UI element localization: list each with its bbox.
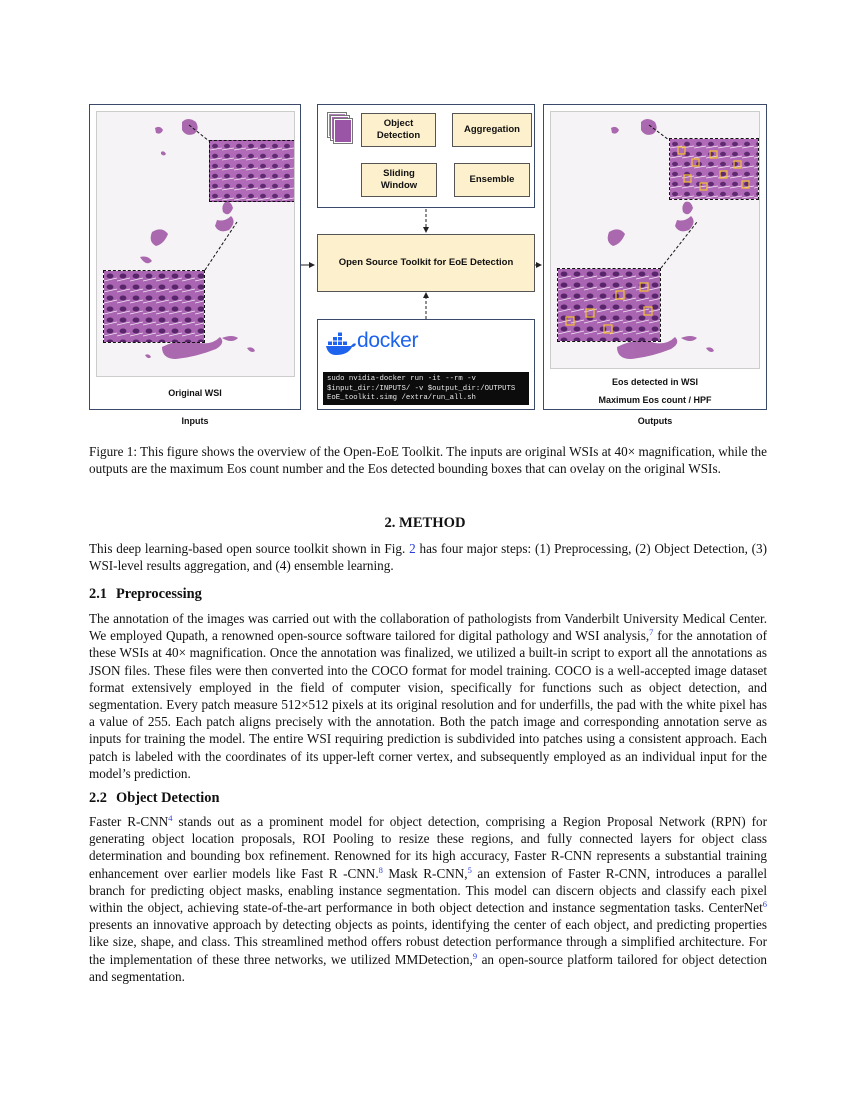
subsection-heading-preprocessing: [89, 586, 202, 603]
od-text-6: an open-source platform tailored for object detection and segmentation.: [89, 951, 768, 984]
detected-wsi-image: [550, 111, 760, 369]
ensemble-box: Ensemble: [454, 163, 530, 197]
sliding-window-box: [361, 163, 437, 197]
citation-link[interactable]: 5: [467, 864, 472, 875]
original-wsi-label: Original WSI: [168, 388, 222, 398]
od-text-5: presents an innovative approach by detecting objects as points, identifying the center of each object, and predicting properties like size, shape, and class. This streamlined method offers robust detection performance through a simplified architecture. For the implementation of these three networks, we utilized MMDetection,: [89, 917, 767, 967]
citation-link[interactable]: 6: [762, 899, 767, 910]
subsection-number: 2.2: [89, 790, 107, 806]
docker-command-terminal: [323, 372, 529, 405]
aggregation-box: Aggregation: [452, 113, 532, 147]
subsection-title: Object Detection: [116, 790, 220, 806]
command-line-2: $input_dir:/INPUTS/ -v $output_dir:/OUTPUTS: [327, 384, 516, 393]
sliding-window-line2: Window: [380, 180, 418, 191]
object-detection-paragraph: [89, 813, 767, 985]
docker-whale-icon: [326, 331, 356, 355]
subsection-title: Preprocessing: [116, 586, 202, 602]
inputs-label: Inputs: [181, 416, 209, 426]
subsection-heading-object-detection: [89, 790, 220, 807]
intro-text-1: This deep learning-based open source toolkit shown in Fig.: [89, 541, 406, 556]
object-detection-line2: Detection: [376, 130, 421, 141]
zoom-leaders: [97, 112, 295, 377]
citation-link[interactable]: 9: [472, 950, 478, 961]
citation-link[interactable]: 8: [378, 864, 383, 875]
figure-1: [89, 104, 767, 432]
method-intro: [89, 540, 767, 574]
toolkit-box: Open Source Toolkit for EoE Detection: [317, 234, 535, 292]
docker-panel: [317, 319, 535, 410]
docker-logo-text: docker: [357, 329, 419, 352]
preprocessing-paragraph: [89, 610, 767, 782]
od-text-2: stands out as a prominent model for object detection, comprising a Region Proposal Network (RPN) for generating object location proposals, ROI Pooling to resize these regions, and fully connected layers for object class determination and bounding box refinement. Renowned for its high accuracy, Faster R-CNN represents a substantial training enhancement over earlier models like Fast R -CNN.: [89, 814, 768, 881]
od-text-3: Mask R-CNN,: [388, 865, 468, 881]
intro-text-2: has four major steps: (1) Preprocessing, (2) Object Detection, (3) WSI-level results aggregation, and (4) ensemble learning.: [89, 541, 768, 574]
command-line-1: sudo nvidia-docker run -it --rm -v: [327, 375, 476, 383]
detected-zoom-leaders: [551, 112, 760, 369]
preprocessing-text-2: for the annotation of these WSIs at 40× magnification. Once the annotation was finalized, we utilized a built-in script to export all the annotations as JSON files. These files were then converted into the COCO format for model training. COCO is a well-accepted image dataset format extensively employed in the field of computer vision, specifically for functions such as object detection, and segmentation. Every patch measure 512×512 pixels at its original resolution and for underfills, the pad with the white pixel has a value of 255. Each patch aligns precisely with the annotation. Both the patch image and corresponding annotation serve as inputs for training the model. The entire WSI requiring prediction is subdivided into patches using a consistent approach. Each patch is labeled with the coordinates of its upper-left corner vertex, and subsequently employed as an individual input for the model’s prediction.: [89, 628, 768, 781]
patches-icon: [328, 113, 350, 143]
section-title-method: 2. METHOD: [384, 515, 466, 531]
outputs-label: Outputs: [637, 416, 673, 426]
preprocessing-text-1: The annotation of the images was carried out with the collaboration of pathologists from Vanderbilt University Medical Center. We employed Qupath, a renowned open-source software tailored for digital pathology and WSI analysis,: [89, 611, 767, 644]
eos-detected-label: Eos detected in WSI: [611, 377, 698, 387]
object-detection-box: [361, 113, 436, 147]
original-wsi-image: [96, 111, 295, 377]
figure-caption: Figure 1: This figure shows the overview of the Open-EoE Toolkit. The inputs are original WSIs at 40× magnification, while the outputs are the maximum Eos count number and the Eos detected bounding boxes that can ovelay on the original WSIs.: [89, 444, 767, 477]
od-text-4: an extension of Faster R-CNN, introduces a parallel branch for predicting object masks, enabling instance segmentation. This model can discern objects and classify each pixel within the object, achieving state-of-the-art performance in both object detection and instance segmentation tasks. CenterNet: [89, 865, 768, 916]
citation-link[interactable]: 7: [649, 627, 654, 638]
citation-link[interactable]: 4: [168, 813, 173, 823]
od-text-1: Faster R-CNN: [89, 814, 169, 829]
input-panel: [89, 104, 301, 410]
figure-reference-link[interactable]: 2: [409, 541, 416, 556]
sliding-window-line1: Sliding: [383, 168, 415, 180]
command-line-3: EoE_toolkit.simg /extra/run_all.sh: [327, 394, 476, 402]
max-eos-count-label: Maximum Eos count / HPF: [598, 395, 712, 405]
object-detection-line1: Object: [383, 118, 414, 130]
output-panel: [543, 104, 767, 410]
subsection-number: 2.1: [89, 586, 107, 602]
